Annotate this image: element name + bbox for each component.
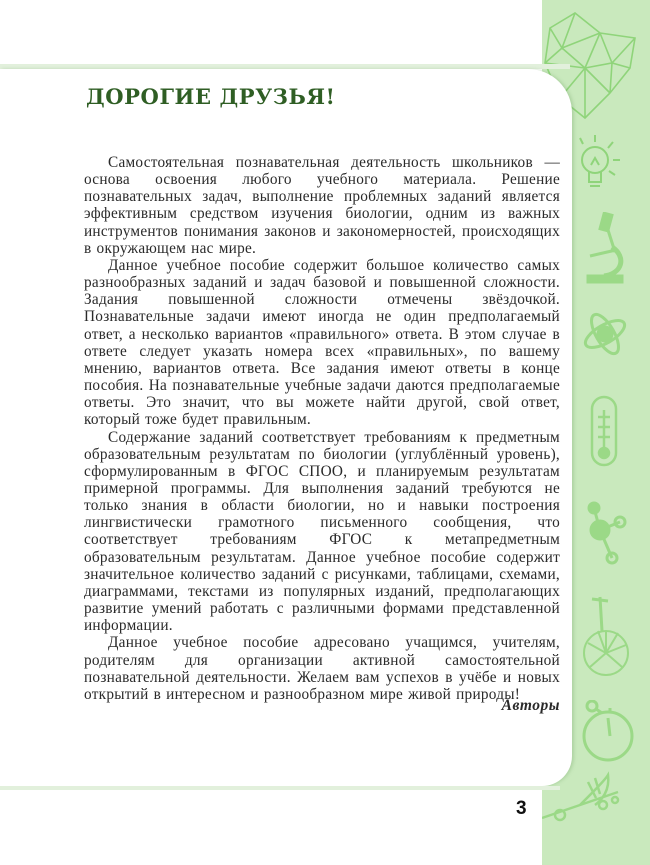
bicycle-icon <box>578 595 633 680</box>
stopwatch-icon <box>580 700 635 765</box>
molecule-icon <box>582 500 632 570</box>
lightbulb-icon <box>575 130 635 200</box>
paragraph: Данное учебное пособие адресовано учащимся, учителям, родителям для организации активной самостоятельной познавательной деятельности. Желаем вам успехов в учёбе и новых открытий в интересном и разнообразном мире живой природы! <box>84 634 560 703</box>
preface-text <box>84 154 560 703</box>
paragraph: Данное учебное пособие содержит большое количество самых разнообразных заданий и задач базовой и повышенной сложности. Задания повышенной сложности отмечены звёздочкой. Познавательные задачи имеют иногда не один предполагаемый ответ, а несколько вариантов «правильного» ответа. В этом случае в ответе следует указать номера всех «правильных», по вашему мнению, вариантов ответа. Все задания имеют ответы в конце пособия. На познавательные учебные задачи даются предполагаемые ответы. Это значит, что вы можете найти другой, свой ответ, который тоже будет правильным. <box>84 256 560 429</box>
thermometer-icon <box>588 395 623 470</box>
page-number: 3 <box>516 798 527 819</box>
paragraph: Самостоятельная познавательная деятельность школьников — основа освоения любого учебного материала. Решение познавательных задач, выполнение проблемных заданий является эффективным средством изучения биологии, одним из важных инструментов понимания законов и закономерностей, происходящих в окружающем нас мире. <box>84 154 560 257</box>
atom-icon <box>580 302 640 367</box>
bottom-margin <box>0 790 542 865</box>
paragraph: Содержание заданий соответствует требованиям к предметным образовательным результатам по биологии (углублённый уровень), сформулированным в ФГОС СПОО, и планируемым результатам примерной программы. Для выполнения заданий требуются не только знания в области биологии, но и навыки построения лингвистически грамотного письменного сообщения, что соответствует требованиям ФГОС к метапредметным образовательным результатам. Данное учебное пособие содержит значительное количество заданий с рисунками, таблицами, схемами, диаграммами, текстами из популярных изданий, предполагающих развитие умений работать с различными формами представленной информации. <box>84 428 560 635</box>
top-margin <box>0 0 542 64</box>
authors-signature: Авторы <box>501 697 560 714</box>
microscope-icon <box>582 212 632 287</box>
page-title: ДОРОГИЕ ДРУЗЬЯ! <box>86 84 336 109</box>
